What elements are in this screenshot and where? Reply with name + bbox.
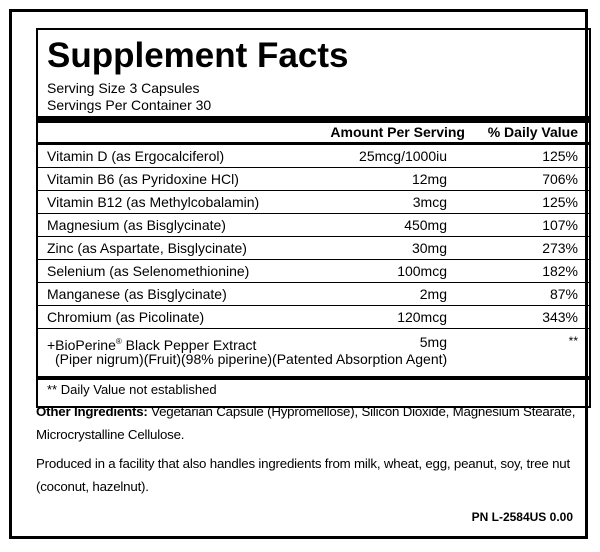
nutrient-row	[38, 260, 589, 283]
nutrient-amount: 2mg	[419, 286, 447, 302]
supplement-label	[9, 9, 588, 539]
nutrient-row	[38, 145, 589, 168]
supplement-facts-panel	[36, 28, 591, 408]
amount-header: Amount Per Serving	[330, 124, 465, 140]
bioperine-amount: 5mg	[419, 334, 447, 350]
nutrient-row	[38, 191, 589, 214]
other-ingredients-text: Vegetarian Capsule (Hypromellose), Silicon Dioxide, Magnesium Stearate, Microcrystalline Cellulose.	[36, 404, 576, 442]
bioperine-row	[38, 330, 589, 378]
nutrient-amount: 25mcg/1000iu	[359, 148, 447, 164]
nutrient-daily-value: 125%	[542, 148, 578, 164]
serving-size: Serving Size 3 Capsules	[47, 80, 200, 96]
nutrient-row	[38, 306, 589, 329]
servings-per-container: Servings Per Container 30	[47, 97, 212, 113]
thick-divider	[38, 116, 589, 123]
nutrient-name: Magnesium (as Bisglycinate)	[47, 217, 226, 233]
nutrient-amount: 100mcg	[397, 263, 447, 279]
nutrient-name: Chromium (as Picolinate)	[47, 309, 205, 325]
bioperine-descriptor: Black Pepper Extract	[121, 337, 257, 353]
nutrient-row	[38, 237, 589, 260]
panel-title: Supplement Facts	[47, 36, 349, 75]
registered-mark: ®	[115, 337, 122, 346]
footnote-divider	[38, 376, 589, 380]
nutrient-amount: 12mg	[411, 171, 447, 187]
nutrient-amount: 120mcg	[397, 309, 447, 325]
nutrient-daily-value: 706%	[542, 171, 578, 187]
other-ingredients-label: Other Ingredients:	[36, 404, 148, 419]
nutrient-amount: 30mg	[411, 240, 447, 256]
nutrient-name: Zinc (as Aspartate, Bisglycinate)	[47, 240, 247, 256]
bioperine-brand: +BioPerine	[47, 337, 116, 353]
other-ingredients	[36, 400, 596, 446]
allergen-statement: Produced in a facility that also handles ingredients from milk, wheat, egg, peanut, soy, tree nut (coconut, hazelnut).	[36, 456, 570, 494]
nutrient-daily-value: 182%	[542, 263, 578, 279]
nutrient-daily-value: 273%	[542, 240, 578, 256]
nutrient-name: Vitamin D (as Ergocalciferol)	[47, 148, 225, 164]
daily-value-header: % Daily Value	[487, 124, 578, 140]
nutrient-row	[38, 168, 589, 191]
nutrient-daily-value: 87%	[549, 286, 578, 302]
bioperine-daily-value: **	[568, 334, 578, 348]
nutrient-amount: 3mcg	[412, 194, 447, 210]
part-number: PN L-2584US 0.00	[471, 510, 573, 524]
nutrient-daily-value: 125%	[542, 194, 578, 210]
nutrient-daily-value: 343%	[542, 309, 578, 325]
nutrient-name: Selenium (as Selenomethionine)	[47, 263, 250, 279]
bioperine-detail: (Piper nigrum)(Fruit)(98% piperine)(Patented Absorption Agent)	[55, 351, 448, 367]
nutrient-name: Manganese (as Bisglycinate)	[47, 286, 227, 302]
nutrient-daily-value: 107%	[542, 217, 578, 233]
nutrient-row	[38, 283, 589, 306]
nutrient-amount: 450mg	[404, 217, 447, 233]
nutrient-name: Vitamin B12 (as Methylcobalamin)	[47, 194, 260, 210]
footnote: ** Daily Value not established	[47, 382, 217, 397]
nutrient-name: Vitamin B6 (as Pyridoxine HCl)	[47, 171, 239, 187]
nutrient-row	[38, 214, 589, 237]
